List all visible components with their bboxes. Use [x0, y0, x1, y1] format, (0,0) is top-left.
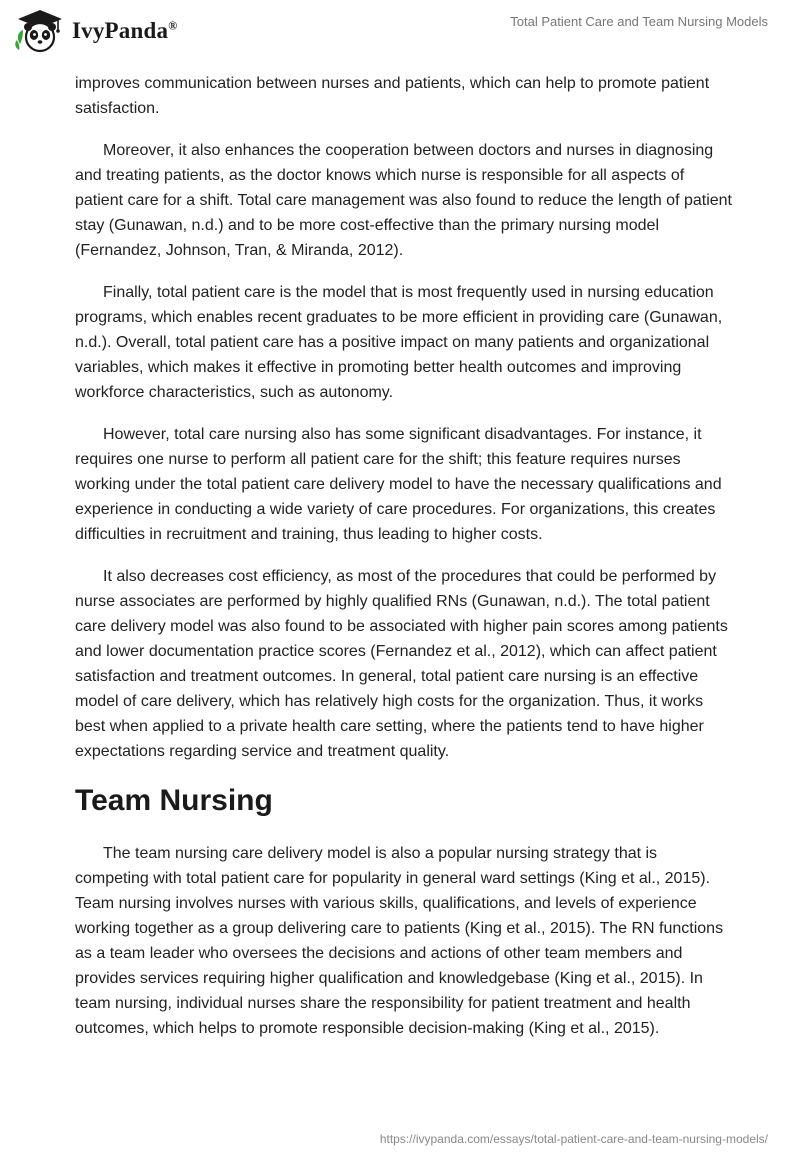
paragraph: It also decreases cost efficiency, as most of the procedures that could be performed by nurse associates are performed by highly qualified RNs (Gunawan, n.d.). The total patient care delivery model was also found to be associated with higher pain scores among patients and lower documentation practice scores (Fernandez et al., 2012), which can affect patient satisfaction and treatment outcomes. In general, total patient care nursing is an effective model of care delivery, which has relatively high costs for the organization. Thus, it works best when applied to a private health care setting, where the patients tend to have higher expectations regarding service and treatment quality.	[75, 568, 728, 760]
ivypanda-logo[interactable]	[14, 8, 177, 54]
paragraph: Finally, total patient care is the model that is most frequently used in nursing education programs, which enables recent graduates to be more efficient in providing care (Gunawan, n.d.). Overall, total patient care has a positive impact on many patients and organizational variables, which makes it effective in promoting better health outcomes and improving workforce characteristics, such as autonomy.	[75, 284, 723, 401]
paragraph: Moreover, it also enhances the cooperation between doctors and nurses in diagnosing and treating patients, as the doctor knows which nurse is responsible for all aspects of patient care for a shift. Total care management was also found to reduce the length of patient stay (Gunawan, n.d.) and to be more cost-effective than the primary nursing model (Fernandez, Johnson, Tran, & Miranda, 2012).	[75, 142, 732, 259]
document-title: Total Patient Care and Team Nursing Models	[510, 14, 768, 29]
page-header	[0, 0, 800, 70]
essay-body	[75, 71, 735, 1058]
section-heading-team-nursing: Team Nursing	[75, 784, 273, 817]
paragraph: However, total care nursing also has some significant disadvantages. For instance, it requires one nurse to perform all patient care for the shift; this feature requires nurses working under the total patient care delivery model to have the necessary qualifications and experience in conducting a wide variety of care procedures. For organizations, this creates difficulties in recruitment and training, thus leading to higher costs.	[75, 426, 722, 543]
paragraph: improves communication between nurses and patients, which can help to promote patient satisfaction.	[75, 75, 710, 117]
paragraph: The team nursing care delivery model is also a popular nursing strategy that is competing with total patient care for popularity in general ward settings (King et al., 2015). Team nursing involves nurses with various skills, qualifications, and levels of experience working together as a group delivering care to patients (King et al., 2015). The RN functions as a team leader who oversees the decisions and actions of other team members and provides services requiring higher qualification and knowledgebase (King et al., 2015). In team nursing, individual nurses share the responsibility for patient treatment and health outcomes, which helps to promote responsible decision-making (King et al., 2015).	[75, 845, 724, 1037]
brand-name: IvyPanda	[72, 18, 169, 43]
registered-mark: ®	[168, 18, 178, 33]
source-url[interactable]: https://ivypanda.com/essays/total-patient-care-and-team-nursing-models/	[379, 1132, 768, 1146]
panda-graduate-icon	[14, 8, 66, 54]
